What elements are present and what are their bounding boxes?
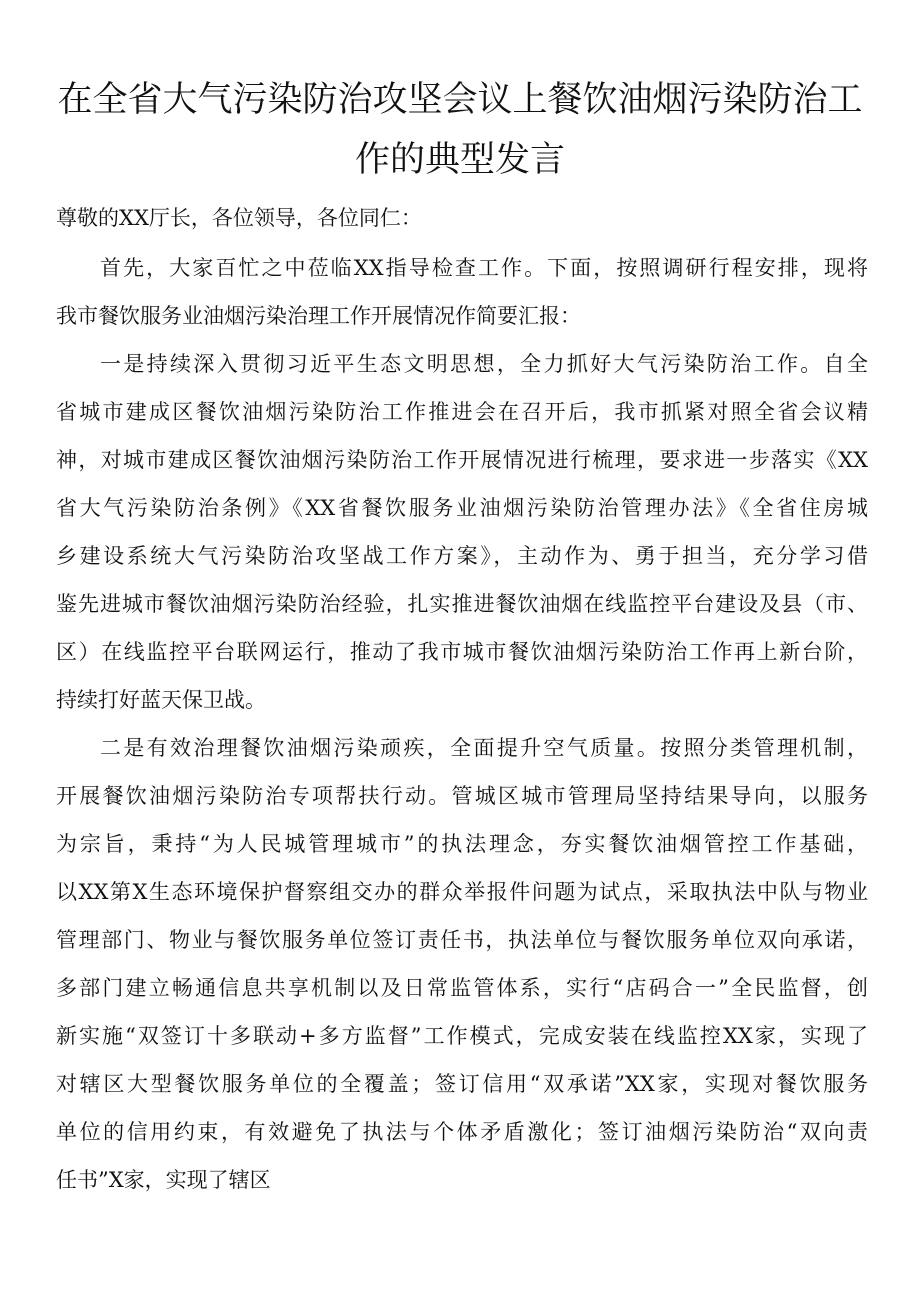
body-line: 持续打好蓝天保卫战。: [56, 688, 266, 712]
body-line: 单位的信用约束，有效避免了执法与个体矛盾激化；签订油烟污染防治“双向责: [56, 1120, 868, 1144]
body-line: 管理部门、物业与餐饮服务单位签订责任书，执法单位与餐饮服务单位双向承诺，: [56, 928, 868, 952]
body-line: 多部门建立畅通信息共享机制以及日常监管体系，实行“店码合一”全民监督，创: [56, 976, 868, 1000]
document-title-line-1: 在全省大气污染防治攻坚会议上餐饮油烟污染防治工: [57, 80, 863, 120]
body-line: 乡建设系统大气污染防治攻坚战工作方案》，主动作为、勇于担当，充分学习借: [56, 544, 868, 568]
body-line: 新实施“双签订十多联动+多方监督”工作模式，完成安装在线监控XX家，实现了: [56, 1024, 868, 1048]
body-line: 省大气污染防治条例》《XX省餐饮服务业油烟污染防治管理办法》《全省住房城: [56, 496, 868, 520]
body-line: 我市餐饮服务业油烟污染治理工作开展情况作简要汇报：: [56, 304, 581, 328]
salutation: 尊敬的XX厅长，各位领导，各位同仁：: [56, 206, 422, 230]
body-line: 二是有效治理餐饮油烟污染顽疾，全面提升空气质量。按照分类管理机制，: [100, 736, 868, 760]
body-line: 任书”X家，实现了辖区: [56, 1168, 271, 1192]
body-line: 为宗旨，秉持“为人民城管理城市”的执法理念，夯实餐饮油烟管控工作基础，: [56, 832, 868, 856]
body-line: 一是持续深入贯彻习近平生态文明思想，全力抓好大气污染防治工作。自全: [100, 352, 868, 376]
body-line: 鉴先进城市餐饮油烟污染防治经验，扎实推进餐饮油烟在线监控平台建设及县（市、: [56, 592, 868, 616]
body-line: 以XX第X生态环境保护督察组交办的群众举报件问题为试点，采取执法中队与物业: [56, 880, 868, 904]
body-line: 开展餐饮油烟污染防治专项帮扶行动。管城区城市管理局坚持结果导向，以服务: [56, 784, 868, 808]
body-line: 区）在线监控平台联网运行，推动了我市城市餐饮油烟污染防治工作再上新台阶，: [56, 640, 868, 664]
body-line: 对辖区大型餐饮服务单位的全覆盖；签订信用“双承诺”XX家，实现对餐饮服务: [56, 1072, 868, 1096]
body-line: 首先，大家百忙之中莅临XX指导检查工作。下面，按照调研行程安排，现将: [100, 256, 868, 280]
document-title-line-2: 作的典型发言: [354, 140, 565, 180]
body-line: 省城市建成区餐饮油烟污染防治工作推进会在召开后，我市抓紧对照全省会议精: [56, 400, 868, 424]
body-line: 神，对城市建成区餐饮油烟污染防治工作开展情况进行梳理，要求进一步落实《XX: [56, 448, 868, 472]
